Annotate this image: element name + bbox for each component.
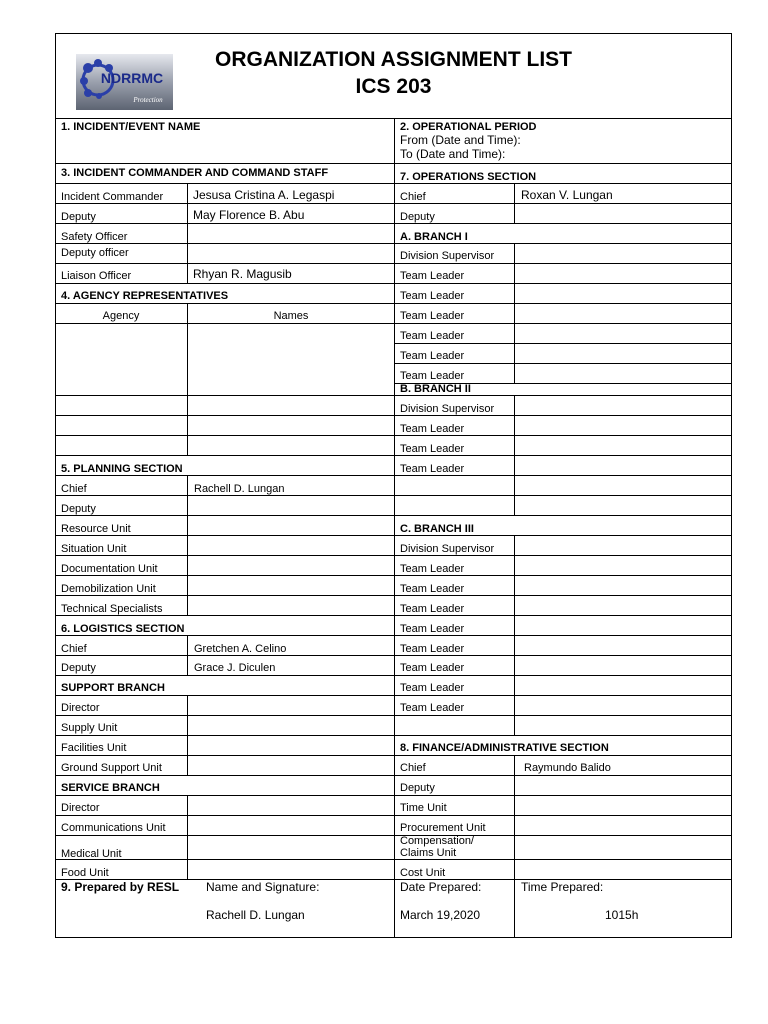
technical-specialists-label: Technical Specialists: [61, 603, 163, 615]
liaison-officer-value: Rhyan R. Magusib: [193, 267, 292, 281]
ics-203-form: [55, 33, 732, 938]
branch-3-heading: C. BRANCH III: [400, 523, 474, 535]
safety-officer-label: Safety Officer: [61, 231, 128, 243]
finance-deputy-label: Deputy: [400, 782, 435, 794]
prepared-by-label: 9. Prepared by RESL: [61, 880, 180, 894]
incident-name-label: 1. INCIDENT/EVENT NAME: [61, 121, 201, 133]
cost-unit-label: Cost Unit: [400, 867, 446, 879]
names-column-header: Names: [273, 310, 309, 322]
date-prepared-value: March 19,2020: [400, 908, 481, 922]
svg-text:Protection: Protection: [133, 96, 163, 104]
planning-chief-value: Rachell D. Lungan: [194, 483, 285, 495]
demobilization-unit-label: Demobilization Unit: [61, 583, 156, 595]
time-prepared-label: Time Prepared:: [521, 880, 604, 894]
finance-chief-value: Raymundo Balido: [524, 762, 611, 774]
documentation-unit-label: Documentation Unit: [61, 563, 158, 575]
food-unit-label: Food Unit: [61, 867, 109, 879]
logistics-section-heading: 6. LOGISTICS SECTION: [61, 623, 185, 635]
team-leader-label: Team Leader: [400, 270, 465, 282]
liaison-officer-label: Liaison Officer: [61, 270, 132, 282]
operations-deputy-label: Deputy: [400, 211, 435, 223]
resource-unit-label: Resource Unit: [61, 523, 131, 535]
period-to-label: To (Date and Time):: [400, 147, 506, 161]
claims-unit-label: Claims Unit: [400, 847, 457, 859]
branch1-division-supervisor-label: Division Supervisor: [400, 250, 495, 262]
logistics-deputy-value: Grace J. Diculen: [194, 662, 276, 674]
agency-column-header: Agency: [102, 310, 140, 322]
team-leader-label: Team Leader: [400, 583, 465, 595]
branch-1-heading: A. BRANCH I: [400, 231, 468, 243]
service-director-label: Director: [61, 802, 100, 814]
team-leader-label: Team Leader: [400, 310, 465, 322]
operations-chief-label: Chief: [400, 191, 426, 203]
command-deputy-value: May Florence B. Abu: [193, 208, 305, 222]
team-leader-label: Team Leader: [400, 443, 465, 455]
command-deputy-label: Deputy: [61, 211, 96, 223]
team-leader-label: Team Leader: [400, 290, 465, 302]
support-director-label: Director: [61, 702, 100, 714]
finance-section-heading: 8. FINANCE/ADMINISTRATIVE SECTION: [400, 742, 609, 754]
name-signature-label: Name and Signature:: [206, 880, 320, 894]
agency-representatives-heading: 4. AGENCY REPRESENTATIVES: [61, 290, 229, 302]
incident-commander-value: Jesusa Cristina A. Legaspi: [193, 188, 335, 202]
branch-2-heading: B. BRANCH II: [400, 383, 471, 395]
facilities-unit-label: Facilities Unit: [61, 742, 127, 754]
svg-text:NDRRMC: NDRRMC: [100, 70, 164, 86]
service-branch-heading: SERVICE BRANCH: [61, 782, 160, 794]
form-subtitle: ICS 203: [355, 75, 432, 98]
compensation-label: Compensation/: [400, 835, 474, 847]
operational-period-label: 2. OPERATIONAL PERIOD: [400, 121, 537, 133]
logistics-deputy-label: Deputy: [61, 662, 96, 674]
team-leader-label: Team Leader: [400, 350, 465, 362]
incident-commander-label: Incident Commander: [61, 191, 164, 203]
team-leader-label: Team Leader: [400, 563, 465, 575]
team-leader-label: Team Leader: [400, 643, 465, 655]
planning-deputy-label: Deputy: [61, 503, 96, 515]
planning-chief-label: Chief: [61, 483, 87, 495]
time-unit-label: Time Unit: [400, 802, 447, 814]
operations-section-heading: 7. OPERATIONS SECTION: [400, 171, 537, 183]
medical-unit-label: Medical Unit: [61, 848, 122, 860]
team-leader-label: Team Leader: [400, 423, 465, 435]
time-prepared-value: 1015h: [605, 908, 639, 922]
team-leader-label: Team Leader: [400, 702, 465, 714]
ground-support-unit-label: Ground Support Unit: [61, 762, 162, 774]
branch3-division-supervisor-label: Division Supervisor: [400, 543, 495, 555]
deputy-officer-label: Deputy officer: [61, 247, 129, 259]
team-leader-label: Team Leader: [400, 662, 465, 674]
date-prepared-label: Date Prepared:: [400, 880, 482, 894]
form-title: ORGANIZATION ASSIGNMENT LIST: [215, 48, 572, 71]
team-leader-label: Team Leader: [400, 463, 465, 475]
prepared-by-name: Rachell D. Lungan: [206, 908, 305, 922]
operations-chief-value: Roxan V. Lungan: [521, 188, 613, 202]
team-leader-label: Team Leader: [400, 330, 465, 342]
situation-unit-label: Situation Unit: [61, 543, 127, 555]
finance-chief-label: Chief: [400, 762, 426, 774]
communications-unit-label: Communications Unit: [61, 822, 166, 834]
supply-unit-label: Supply Unit: [61, 722, 118, 734]
team-leader-label: Team Leader: [400, 370, 465, 382]
procurement-unit-label: Procurement Unit: [400, 822, 486, 834]
logistics-chief-label: Chief: [61, 643, 87, 655]
command-staff-heading: 3. INCIDENT COMMANDER AND COMMAND STAFF: [61, 167, 329, 179]
branch2-division-supervisor-label: Division Supervisor: [400, 403, 495, 415]
period-from-label: From (Date and Time):: [400, 133, 521, 147]
planning-section-heading: 5. PLANNING SECTION: [61, 463, 183, 475]
logistics-chief-value: Gretchen A. Celino: [194, 643, 287, 655]
support-branch-heading: SUPPORT BRANCH: [61, 682, 165, 694]
team-leader-label: Team Leader: [400, 623, 465, 635]
team-leader-label: Team Leader: [400, 682, 465, 694]
team-leader-label: Team Leader: [400, 603, 465, 615]
